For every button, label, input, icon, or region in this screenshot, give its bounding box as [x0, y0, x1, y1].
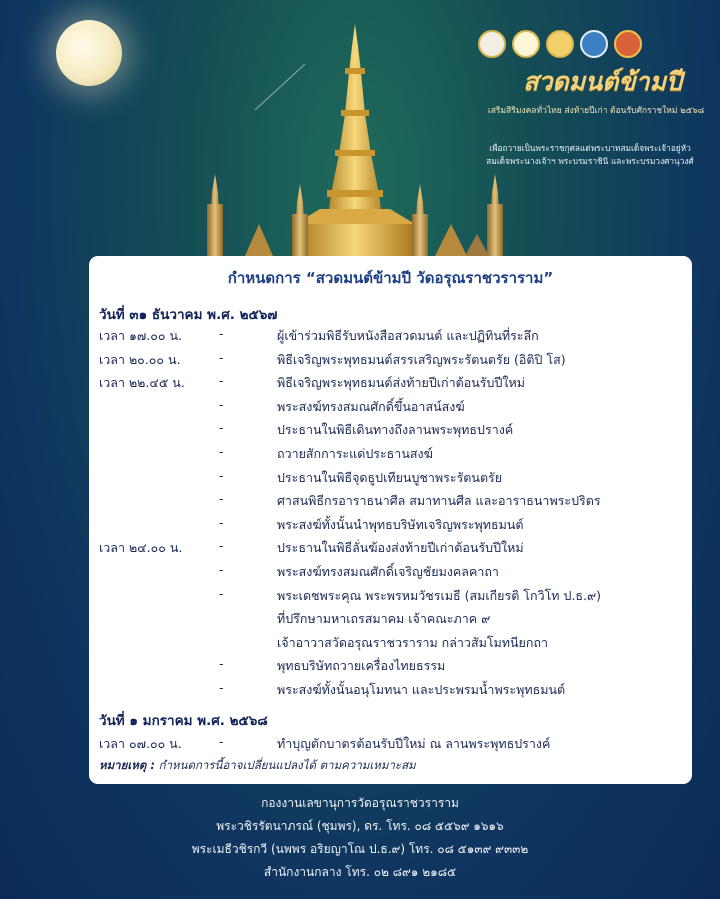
schedule-dash: - [219, 514, 224, 530]
schedule-text: พระสงฆ์ทรงสมณศักดิ์เจริญชัยมงคลคาถา [277, 564, 499, 579]
schedule-dash: - [219, 326, 224, 341]
schedule-dash: - [219, 734, 224, 749]
schedule-row [89, 538, 692, 560]
logo-icon [546, 30, 574, 58]
schedule-row [89, 491, 692, 513]
schedule-row [89, 468, 692, 490]
schedule-dash: - [219, 349, 224, 365]
footer-line: สำนักงานกลาง โทร. ๐๒ ๘๙๑ ๒๑๘๕ [263, 865, 457, 879]
schedule-text: พระเดชพระคุณ พระพรหมวัชรเมธี (สมเกียรติ โกวิโท ป.ธ.๙) [277, 587, 602, 603]
schedule-row [89, 350, 692, 372]
hero-banner [0, 0, 720, 258]
schedule-dash: - [219, 396, 224, 412]
schedule-row [89, 515, 692, 537]
logo-icon [580, 30, 608, 58]
schedule-time: เวลา ๑๗.๐๐ น. [99, 328, 183, 343]
temple-illustration [195, 24, 515, 256]
moon-illustration [56, 20, 122, 86]
schedule-text: ศาสนพิธีกรอาราธนาศีล สมาทานศีล และอาราธนาพระปริตร [277, 493, 601, 509]
schedule-dash: - [219, 585, 224, 601]
schedule-row [89, 734, 692, 756]
day-heading: วันที่ ๑ มกราคม พ.ศ. ๒๕๖๘ [99, 713, 268, 729]
schedule-text: ประธานในพิธีเดินทางถึงลานพระพุทธปรางค์ [277, 422, 514, 438]
event-subtitle: เสริมสิริมงคลทั่วไทย ส่งท้ายปีเก่า ต้อนรับศักราชใหม่ ๒๕๖๘ [487, 106, 705, 116]
schedule-dash: - [219, 656, 224, 672]
schedule-dash: - [219, 491, 224, 507]
schedule-row [89, 397, 692, 419]
dedication-line-1: เพื่อถวายเป็นพระราชกุศลแด่พระบาทสมเด็จพระเจ้าอยู่หัว [489, 143, 691, 153]
schedule-dash: - [219, 467, 224, 483]
schedule-text: ประธานในพิธีจุดธูปเทียนบูชาพระรัตนตรัย [277, 469, 503, 485]
schedule-time: เวลา ๐๗.๐๐ น. [99, 736, 182, 751]
schedule-dash: - [219, 373, 224, 389]
schedule-note [99, 757, 416, 775]
schedule-row [89, 444, 692, 466]
schedule-time: เวลา ๒๔.๐๐ น. [99, 540, 183, 556]
schedule-text: ถวายสักการะแด่ประธานสงฆ์ [277, 446, 433, 461]
logo-icon [512, 30, 540, 58]
schedule-row [89, 633, 692, 655]
schedule-text: พุทธบริษัทถวายเครื่องไทยธรรม [277, 658, 446, 674]
dedication-line-2: สมเด็จพระนางเจ้าฯ พระบรมราชินี และพระบรมวงศานุวงศ์ [486, 156, 694, 166]
schedule-row [89, 562, 692, 584]
dedication-text [470, 142, 710, 168]
logo-icon [478, 30, 506, 58]
schedule-row [89, 656, 692, 678]
schedule-row [89, 609, 692, 631]
schedule-text: ทำบุญตักบาตรต้อนรับปีใหม่ ณ ลานพระพุทธปรางค์ [277, 736, 551, 751]
schedule-row [89, 420, 692, 442]
event-title: สวดมนต์ข้ามปี [523, 67, 682, 96]
schedule-row [89, 373, 692, 395]
note-label: หมายเหตุ : [99, 758, 155, 772]
schedule-card [89, 256, 692, 784]
schedule-dash: - [219, 562, 224, 577]
schedule-dash: - [219, 444, 224, 459]
schedule-row [89, 680, 692, 702]
schedule-dash: - [219, 680, 224, 695]
schedule-dash: - [219, 538, 224, 554]
logo-icon [614, 30, 642, 58]
schedule-text: ประธานในพิธีลั่นฆ้องส่งท้ายปีเก่าต้อนรับปีใหม่ [277, 540, 524, 556]
footer-line: พระวชิรรัตนาภรณ์ (ชุมพร), ดร. โทร. ๐๘ ๕๕๖๙ ๑๖๑๖ [216, 819, 504, 833]
schedule-row [89, 586, 692, 608]
schedule-time: เวลา ๒๐.๐๐ น. [99, 351, 181, 367]
schedule-text: พิธีเจริญพระพุทธมนต์ส่งท้ายปีเก่าต้อนรับปีใหม่ [277, 375, 525, 391]
schedule-text: พระสงฆ์ทั้งนั้นอนุโมทนา และประพรมน้ำพระพุทธมนต์ [277, 682, 566, 697]
schedule-text: พระสงฆ์ทั้งนั้นนำพุทธบริษัทเจริญพระพุทธมนต์ [277, 516, 524, 532]
schedule-text: พระสงฆ์ทรงสมณศักดิ์ขึ้นอาสน์สงฆ์ [277, 398, 465, 414]
schedule-dash: - [219, 420, 224, 436]
contact-footer [0, 792, 720, 884]
day-heading: วันที่ ๓๑ ธันวาคม พ.ศ. ๒๕๖๗ [99, 307, 278, 323]
schedule-time: เวลา ๒๒.๔๕ น. [99, 375, 185, 391]
schedule-title: กำหนดการ “สวดมนต์ข้ามปี วัดอรุณราชวราราม” [227, 269, 554, 287]
schedule-text: ที่ปรึกษามหาเถรสมาคม เจ้าคณะภาค ๙ [277, 611, 491, 627]
organization-logos [478, 30, 642, 58]
note-text: กำหนดการนี้อาจเปลี่ยนแปลงได้ ตามความเหมาะสม [158, 758, 416, 772]
footer-line: พระเมธีวชิรกวี (นพพร อริยญาโณ ป.ธ.๙) โทร. ๐๘ ๕๑๓๙ ๙๓๓๒ [191, 842, 529, 856]
schedule-row [89, 326, 692, 348]
schedule-text: เจ้าอาวาสวัดอรุณราชวราราม กล่าวสัมโมทนียกถา [277, 634, 549, 650]
schedule-text: ผู้เข้าร่วมพิธีรับหนังสือสวดมนต์ และปฏิทินที่ระลึก [277, 328, 539, 343]
schedule-text: พิธีเจริญพระพุทธมนต์สรรเสริญพระรัตนตรัย (อิติปิ โส) [277, 351, 566, 367]
footer-line: กองงานเลขานุการวัดอรุณราชวราราม [261, 796, 459, 810]
